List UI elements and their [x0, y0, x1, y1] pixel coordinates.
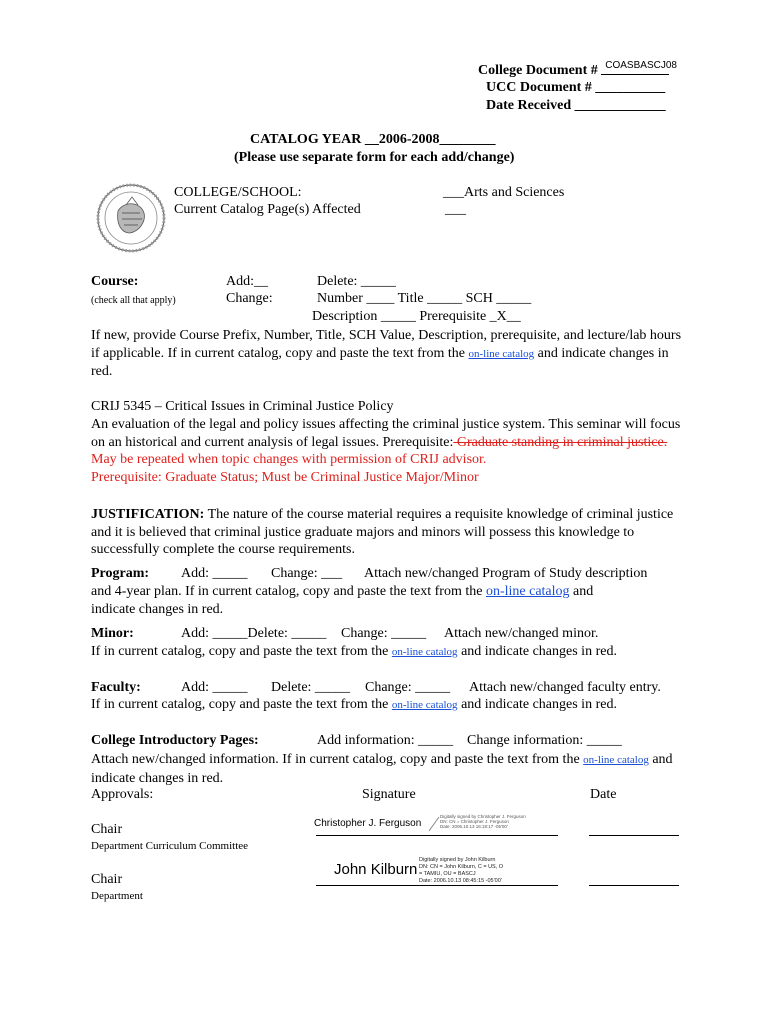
college-document-label: College Document # COASBASCJ08	[478, 60, 677, 78]
approval-signer-2[interactable]: John Kilburn	[334, 861, 418, 878]
date-received-label: Date Received _____________	[486, 98, 666, 113]
program-change: Change: ___	[271, 566, 343, 581]
catalog-pages-value: ___	[445, 202, 466, 217]
ucc-document-label: UCC Document # __________	[486, 80, 666, 95]
approvals-label: Approvals:	[91, 787, 154, 802]
approval-digital-1: Digitally signed by Christopher J. Ferguson DN: CN = Christopher J. Ferguson Date: 2006.10.13 16:18:17 -05'00'	[440, 814, 526, 829]
catalog-year-title: CATALOG YEAR __2006-2008________	[250, 132, 496, 147]
added-prerequisite: Prerequisite: Graduate Status; Must be Criminal Justice Major/Minor	[91, 469, 479, 485]
approval-signer-1[interactable]: Christopher J. Ferguson	[314, 818, 422, 829]
approval-unit-2: Department	[91, 890, 143, 902]
form-instruction: (Please use separate form for each add/change)	[234, 150, 515, 165]
program-online-catalog-link[interactable]: on-line catalog	[485, 584, 570, 599]
approval-role-1: Chair	[91, 822, 123, 837]
approval-role-2: Chair	[91, 872, 123, 887]
course-delete: Delete: _____	[317, 274, 396, 289]
added-repeat-note: May be repeated when topic changes with permission of CRIJ advisor.	[91, 452, 487, 467]
signature-line-1	[316, 835, 558, 836]
faculty-change: Change: _____	[365, 680, 451, 695]
faculty-attach: Attach new/changed faculty entry.	[469, 680, 661, 695]
approval-unit-1: Department Curriculum Committee	[91, 840, 249, 852]
faculty-label: Faculty:	[91, 680, 141, 695]
course-label: Course:	[91, 274, 139, 289]
intro-pages-online-catalog-link[interactable]: on-line catalog	[583, 754, 649, 766]
date-header: Date	[590, 787, 617, 802]
course-online-catalog-link[interactable]: on-line catalog	[468, 347, 535, 360]
minor-online-catalog-link[interactable]: on-line catalog	[391, 646, 458, 658]
course-add: Add:__	[226, 274, 268, 289]
justification: JUSTIFICATION: The nature of the course material requires a requisite knowledge of criminal justice and it is believed that criminal justice graduate majors and minors will possess this knowledge to successfully complete the course requirements.	[91, 507, 674, 557]
intro-pages-label: College Introductory Pages:	[91, 733, 259, 748]
minor-label: Minor:	[91, 626, 134, 641]
course-description-line: Description _____ Prerequisite _X__	[312, 309, 521, 324]
course-number-line: Number ____ Title _____ SCH _____	[317, 291, 532, 306]
struck-prerequisite: Graduate standing in criminal justice.	[453, 434, 668, 450]
course-description: An evaluation of the legal and policy issues affecting the criminal justice system. This seminar will focus on an historical and current analysis of legal issues. Prerequisite: Graduate standing in criminal justice. May be repeated when topic changes with permission of CRIJ advisor. Prerequisite: Graduate Status; Must be Criminal Justice Major/Minor	[91, 417, 681, 485]
minor-instructions: If in current catalog, copy and paste the text from the on-line catalog and indicate changes in red.	[91, 644, 617, 659]
university-seal-icon	[96, 183, 166, 253]
program-instructions: and 4-year plan. If in current catalog, copy and paste the text from the on-line catalog and	[91, 584, 594, 599]
program-label: Program:	[91, 566, 150, 581]
faculty-online-catalog-link[interactable]: on-line catalog	[391, 699, 458, 711]
course-change: Change:	[226, 291, 273, 306]
program-add: Add: _____	[181, 566, 248, 581]
approval-digital-2: Digitally signed by John Kilburn DN: CN = John Kilburn, C = US, O = TAMIU, OU = BASCJ Date: 2006.10.13 08:45:15 -05'00'	[419, 857, 504, 884]
minor-attach: Attach new/changed minor.	[444, 626, 599, 641]
course-instructions: If new, provide Course Prefix, Number, Title, SCH Value, Description, prerequisite, and lecture/lab hours if applicable. If in current catalog, copy and paste the text from the on-line catalog and indicate changes in red.	[91, 328, 682, 379]
signature-line-2	[316, 885, 558, 886]
program-attach: Attach new/changed Program of Study description	[364, 566, 648, 581]
signature-stroke-icon	[428, 816, 440, 832]
intro-pages-instructions: Attach new/changed information. If in current catalog, copy and paste the text from the on-line catalog and indicate changes in red.	[91, 752, 673, 786]
faculty-add: Add: _____	[181, 680, 248, 695]
course-note: (check all that apply)	[91, 295, 176, 306]
faculty-instructions: If in current catalog, copy and paste the text from the on-line catalog and indicate changes in red.	[91, 697, 617, 712]
intro-pages-add: Add information: _____	[317, 733, 454, 748]
date-line-2	[589, 885, 679, 886]
program-instructions-end: indicate changes in red.	[91, 602, 224, 617]
course-title: CRIJ 5345 – Critical Issues in Criminal Justice Policy	[91, 399, 394, 414]
minor-add-delete: Add: _____Delete: _____	[181, 626, 327, 641]
college-document-value: COASBASCJ08	[605, 60, 677, 71]
college-school-label: COLLEGE/SCHOOL:	[174, 185, 302, 200]
minor-change: Change: _____	[341, 626, 427, 641]
catalog-pages-label: Current Catalog Page(s) Affected	[174, 202, 361, 217]
college-school-value: ___Arts and Sciences	[443, 185, 565, 200]
date-line-1	[589, 835, 679, 836]
signature-header: Signature	[362, 787, 416, 802]
intro-pages-change: Change information: _____	[467, 733, 622, 748]
faculty-delete: Delete: _____	[271, 680, 350, 695]
